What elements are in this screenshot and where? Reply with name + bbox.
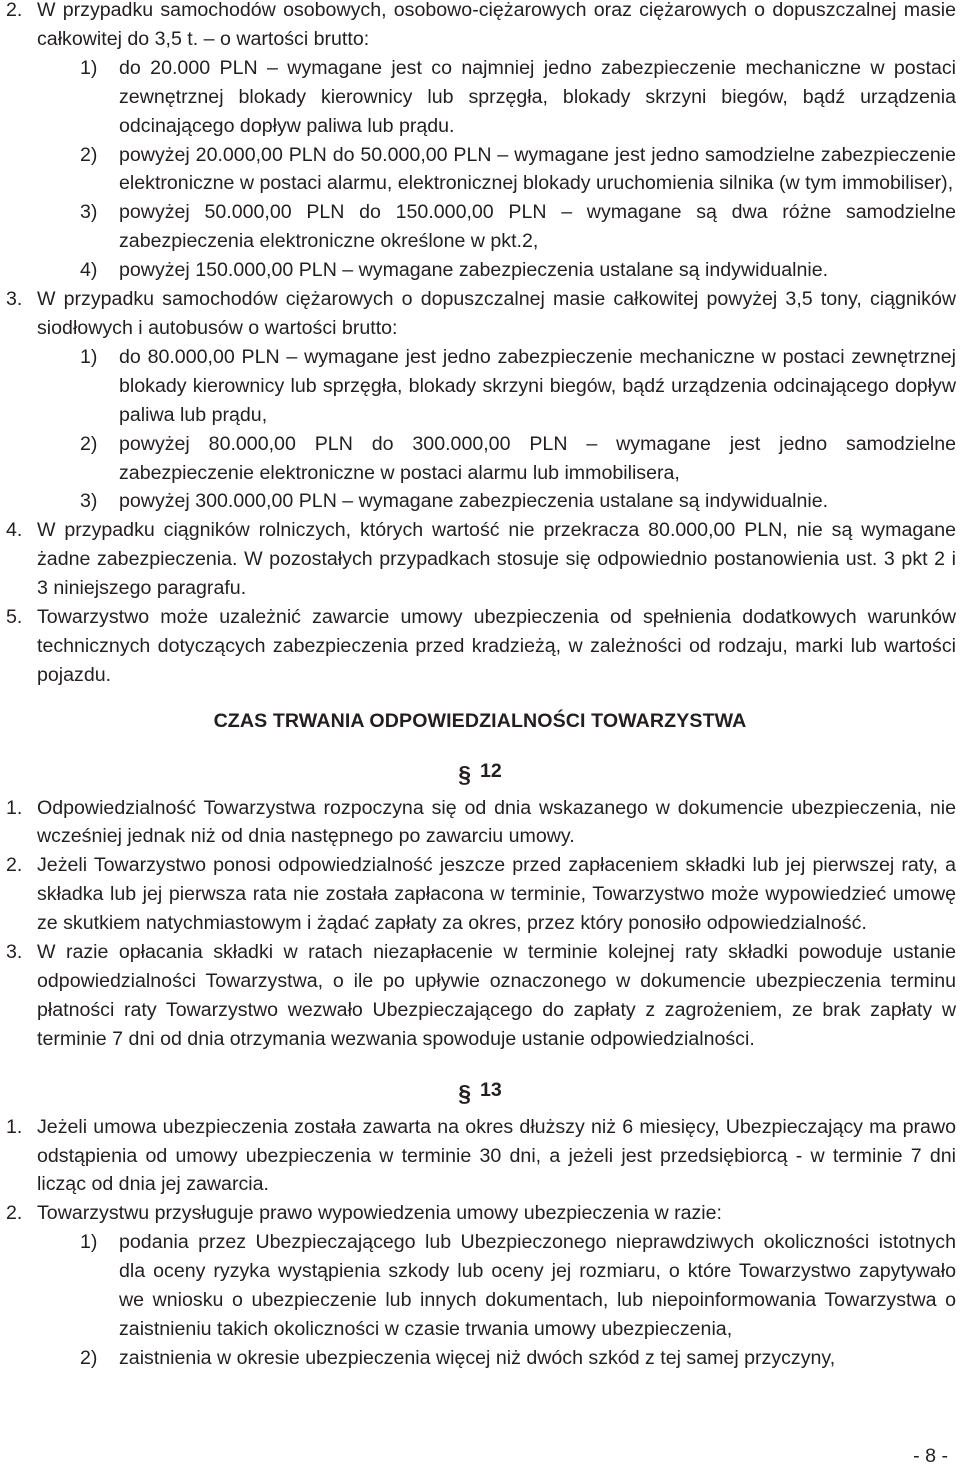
- list-item: [0, 198, 960, 256]
- paragraph-4: [0, 516, 960, 603]
- s12-paragraph-1: [0, 794, 960, 852]
- paragraph-text: Jeżeli Towarzystwo ponosi odpowiedzialność jeszcze przed zapłaceniem składki lub jej pierwszej raty, a składka lub jej pierwsza rata nie została zapłacona w terminie, Towarzystwo może wypowiedzieć umowę ze skutkiem natychmiastowym i żądać zapłaty za okres, przez który ponosiło odpowiedzialność.: [37, 854, 956, 935]
- section-number: 13: [480, 1078, 502, 1101]
- paragraph-number: 3.: [6, 288, 23, 311]
- paragraph-number: 3.: [6, 941, 23, 964]
- list-item: [0, 343, 960, 430]
- paragraph-text: Odpowiedzialność Towarzystwa rozpoczyna się od dnia wskazanego w dokumencie ubezpieczenia, nie wcześniej jednak niż od dnia następnego po zawarciu umowy.: [37, 796, 956, 848]
- paragraph-number: 2.: [6, 0, 23, 21]
- paragraph-3: [0, 285, 960, 343]
- section-heading: CZAS TRWANIA ODPOWIEDZIALNOŚCI TOWARZYSTWA: [213, 709, 747, 732]
- section-number: 12: [480, 759, 502, 782]
- section-symbol: §: [458, 1079, 471, 1106]
- paragraph-number: 5.: [6, 606, 23, 629]
- paragraph-5: [0, 603, 960, 690]
- list-item: [0, 141, 960, 199]
- s13-paragraph-1: [0, 1113, 960, 1200]
- item-text: powyżej 150.000,00 PLN – wymagane zabezpieczenia ustalane są indywidualnie.: [119, 259, 829, 282]
- item-number: 1): [80, 1231, 98, 1254]
- section-mark-13: [0, 1074, 960, 1105]
- paragraph-text: W razie opłacania składki w ratach niezapłacenie w terminie kolejnej raty składki powoduje ustanie odpowiedzialności Towarzystwa, o ile po upływie oznaczonego w dokumencie ubezpieczenia terminu płatności raty Towarzystwo wezwało Ubezpieczającego do zapłaty z zagrożeniem, ze brak zapłaty w terminie 7 dni od dnia otrzymania wezwania spowoduje ustanie odpowiedzialności.: [37, 941, 956, 1050]
- item-text: podania przez Ubezpieczającego lub Ubezpieczonego nieprawdziwych okoliczności istotnych dla oceny ryzyka wystąpienia szkody lub oceny jej rozmiaru, o które Towarzystwo zapytywało we wniosku o ubezpieczenie lub innych dokumentach, lub niepoinformowania Towarzystwa o zaistnieniu takich okoliczności w czasie trwania umowy ubezpieczenia,: [119, 1231, 956, 1340]
- item-text: do 80.000,00 PLN – wymagane jest jedno zabezpieczenie mechaniczne w postaci zewnętrznej blokady kierownicy lub sprzęgła, blokady skrzyni biegów, bądź urządzenia odcinającego dopływ paliwa lub prądu,: [119, 345, 956, 426]
- list-item: [0, 430, 960, 488]
- item-number: 1): [80, 56, 98, 79]
- paragraph-text: W przypadku ciągników rolniczych, których wartość nie przekracza 80.000,00 PLN, nie są wymagane żadne zabezpieczenia. W pozostałych przypadkach stosuje się odpowiednio postanowienia ust. 3 pkt 2 i 3 niniejszego paragrafu.: [37, 519, 956, 600]
- list-item: [0, 256, 960, 285]
- item-number: 4): [80, 259, 98, 282]
- list-item: [0, 487, 960, 516]
- item-text: zaistnienia w okresie ubezpieczenia więcej niż dwóch szkód z tej samej przyczyny,: [119, 1346, 836, 1369]
- section-symbol: §: [458, 760, 471, 787]
- section-mark-12: [0, 755, 960, 786]
- paragraph-text: W przypadku samochodów ciężarowych o dopuszczalnej masie całkowitej powyżej 3,5 tony, ciągników siodłowych i autobusów o wartości brutto:: [37, 288, 956, 339]
- s12-paragraph-2: [0, 851, 960, 938]
- item-text: powyżej 300.000,00 PLN – wymagane zabezpieczenia ustalane są indywidualnie.: [119, 490, 829, 513]
- item-number: 3): [80, 490, 98, 513]
- page-number: - 8 -: [913, 1445, 948, 1467]
- paragraph-2: [0, 0, 960, 54]
- spacer: [0, 1054, 960, 1074]
- item-number: 3): [80, 201, 98, 224]
- s13-paragraph-2: [0, 1199, 960, 1228]
- item-number: 2): [80, 143, 98, 166]
- paragraph-number: 4.: [6, 519, 23, 542]
- paragraph-number: 2.: [6, 854, 23, 877]
- item-text: powyżej 50.000,00 PLN do 150.000,00 PLN – wymagane są dwa różne samodzielne zabezpieczenia elektroniczne określone w pkt.2,: [119, 201, 956, 253]
- paragraph-number: 1.: [6, 796, 23, 819]
- paragraph-text: Jeżeli umowa ubezpieczenia została zawarta na okres dłuższy niż 6 miesięcy, Ubezpieczający ma prawo odstąpienia od umowy ubezpieczenia w terminie 30 dni, a jeżeli jest przedsiębiorcą - w terminie 7 dni licząc od dnia jej zawarcia.: [37, 1115, 956, 1196]
- list-item: [0, 1344, 960, 1373]
- item-number: 2): [80, 432, 98, 455]
- item-number: 2): [80, 1346, 98, 1369]
- item-text: do 20.000 PLN – wymagane jest co najmniej jedno zabezpieczenie mechaniczne w postaci zewnętrznej blokady kierownicy lub sprzęgła, blokady skrzyni biegów, bądź urządzenia odcinającego dopływ paliwa lub prądu.: [119, 56, 956, 137]
- paragraph-text: W przypadku samochodów osobowych, osobowo-ciężarowych oraz ciężarowych o dopuszczalnej masie całkowitej do 3,5 t. – o wartości brutto:: [37, 0, 956, 50]
- s12-paragraph-3: [0, 938, 960, 1054]
- paragraph-text: Towarzystwu przysługuje prawo wypowiedzenia umowy ubezpieczenia w razie:: [37, 1202, 723, 1225]
- item-text: powyżej 20.000,00 PLN do 50.000,00 PLN – wymagane jest jedno samodzielne zabezpieczenie elektroniczne w postaci alarmu, elektronicznej blokady uruchomienia silnika (w tym immobiliser),: [119, 143, 956, 195]
- item-number: 1): [80, 345, 98, 368]
- item-text: powyżej 80.000,00 PLN do 300.000,00 PLN – wymagane jest jedno samodzielne zabezpieczenie elektroniczne w postaci alarmu lub immobilisera,: [119, 432, 956, 484]
- list-item: [0, 1228, 960, 1344]
- paragraph-number: 1.: [6, 1115, 23, 1138]
- list-item: [0, 54, 960, 141]
- paragraph-text: Towarzystwo może uzależnić zawarcie umowy ubezpieczenia od spełnienia dodatkowych warunków technicznych dotyczących zabezpieczenia przed kradzieżą, w zależności od rodzaju, marki lub wartości pojazdu.: [37, 606, 956, 686]
- paragraph-number: 2.: [6, 1202, 23, 1225]
